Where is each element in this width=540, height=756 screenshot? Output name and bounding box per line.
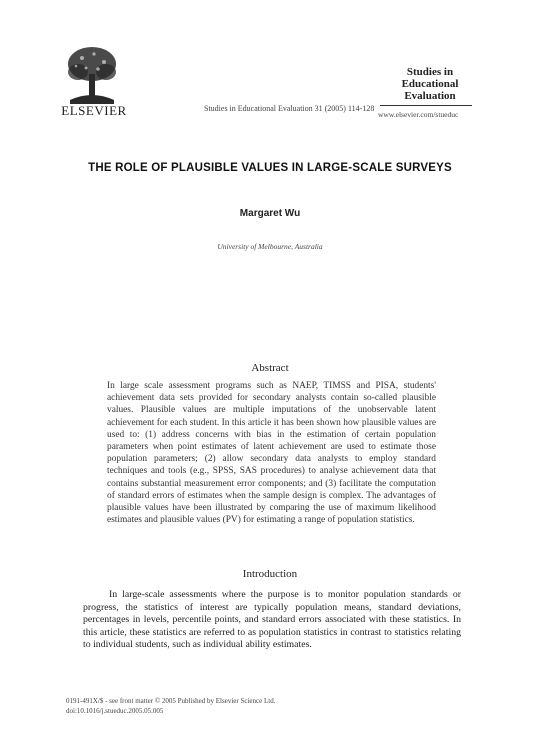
publisher-name: ELSEVIER [61,103,127,118]
journal-rule [380,105,472,106]
author-affiliation: University of Melbourne, Australia [217,242,323,251]
journal-name: Studies in Educational Evaluation [401,66,459,102]
journal-citation: Studies in Educational Evaluation 31 (2005) 114-128 [204,104,375,113]
introduction-heading: Introduction [242,568,298,580]
introduction-text: In large-scale assessments where the purpose is to monitor population standards or progress, the statistics of interest are typically population means, standard deviations, percentages in levels, percentile points, and standard errors associated with these statistics. In this article, these statistics are referred to as population statistics in contrast to statistics relating to individual students, such as individual ability estimates. [83,589,461,651]
footer-doi: doi:10.1016/j.stueduc.2005.05.005 [66,706,164,715]
author-name: Margaret Wu [239,208,301,219]
journal-website[interactable]: www.elsevier.com/stueduc [378,110,459,119]
elsevier-tree-logo [64,44,120,106]
footer [66,697,275,716]
footer-copyright: 0191-491X/$ - see front matter © 2005 Published by Elsevier Science Ltd. [66,697,276,705]
introduction-paragraph [83,589,461,652]
abstract-heading: Abstract [251,362,289,374]
abstract-text: In large scale assessment programs such as NAEP, TIMSS and PISA, students' achievement data sets provided for secondary analysts contain so-called plausible values. Plausible values are multiple imputations of the unobservable latent achievement for each student. In this article it has been shown how plausible values are used to: (1) address concerns with bias in the estimation of certain population parameters when point estimates of latent achievement are used to estimate those population parameters; (2) allow secondary data analysts to employ standard techniques and tools (e.g., SPSS, SAS procedures) to analyse achievement data that contains substantial measurement error components; and (3) facilitate the computation of standard errors of estimates when the sample design is complex. The advantages of plausible values have been illustrated by comparing the use of maximum likelihood estimates and plausible values (PV) for estimating a range of population statistics. [107,381,436,526]
article-title: THE ROLE OF PLAUSIBLE VALUES IN LARGE-SCALE SURVEYS [88,162,452,174]
